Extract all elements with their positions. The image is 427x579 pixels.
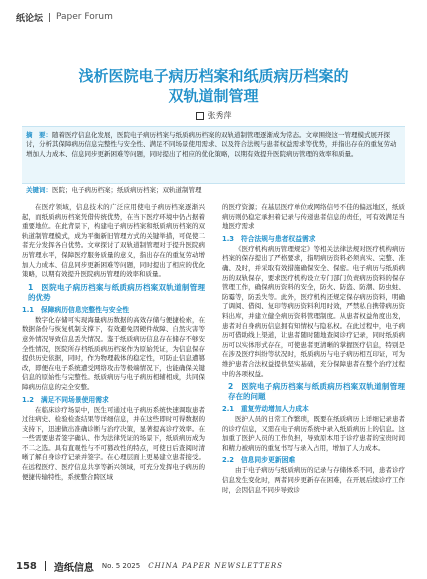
abstract-text: 随着医疗信息化发展，医院电子病历档案与纸质病历档案的双轨道制管理逐渐成为常态。文章围绕这一管理模式展开探讨，分析其保障病历信息完整性与安全性、满足不同场景使用需求、以及符合法规与患者权益需求等优势，并指出存在的重复劳动增加人力成本、信息同步更新困难等问题，同时提出了相应的优化策略，以期有效提升医院病历管理的效率和质量。 [26, 131, 397, 158]
abstract-box [22, 126, 405, 184]
section-1-3-paragraph: 《医疗机构病历管理规定》等相关法律法规对医疗机构病历档案的保存提出了严格要求，指明病历资料必须真实、完整、准确、及时，并采取有效措施确保安全、保密。电子病历与纸质病历的双轨保存，要求医疗机构设立专门部门负责病历资料的保存管理工作，确保病历资料的安全，防火、防盗、防潮、防虫蛀、防霉等，防丢失等。此外，医疗机构还规定保存病历资料，明确了调阅、借阅、复印等病历资料利用时效，严禁私自携带病历资料出库，并建立健全病历资料管理制度。从患者权益角度出发，患者对自身病历信息拥有知情权与隐私权。在此过程中，电子病历可借助线上渠道，让患者随时随地查阅诊疗记录，同时纸质病历可以实体形式存在，可使患者更清晰的掌握医疗信息，特别是在涉及医疗纠纷等状况时，纸质病历与电子病历相互印证，可为维护患者合法权益提供坚实基础，充分保障患者在整个治疗过程中的各项权益。 [222, 244, 405, 378]
left-column [22, 203, 205, 483]
keywords-text: 医院；电子病历档案；纸质病历档案；双轨道制管理 [52, 186, 202, 194]
continued-paragraph: 的医疗资源；在基层医疗单位或网络信号不佳的偏远地区，纸质病历则仍稳定承担着记录与传递患者信息的责任，可有效满足当地医疗需求 [222, 203, 405, 231]
title-line-1: 浅析医院电子病历档案和纸质病历档案的 [78, 67, 349, 85]
page-footer [16, 559, 411, 573]
article-title [0, 66, 427, 106]
section-1-1-paragraph: 数字化存储可实现海量病历数据的高效存储与便捷检索，在数据备份与恢复机制支撑下，有效避免因硬件故障、自然灾害等意外情况导致信息丢失情况。鉴于纸质病历信息存在储存不够安全性情况，医院所存档纸质病历档案作为原始凭证，为信息保存提供历史依据，同时，作为物理载体的稳定性，可防止信息遭篡改，即便在电子系统遭受网络攻击等极端情况下，也能确保关键信息的原始性与完整性。纸质病历与电子病历相辅相成，共同保障病历信息的完全安整。 [22, 315, 205, 391]
keywords-label: 关键词： [26, 186, 52, 194]
page-header [16, 8, 411, 26]
section-2-heading: 2 医院电子病历档案与纸质病历档案双轨道制管理存在的问题 [228, 382, 405, 402]
footer-divider [45, 561, 46, 571]
author-marker-icon [196, 112, 204, 120]
journal-logo: 造纸信息 [53, 562, 94, 574]
page-number: 158 [16, 560, 37, 572]
section-2-1-heading: 2.1 重复劳动增加人力成本 [222, 405, 309, 414]
section-2-1-paragraph: 医护人员的日常工作繁琐，既要在纸质病历上详细记录患者的诊疗信息，又需在电子病历系统中录入纸质病历上的信息。这加重了医护人员的工作负担，导致原本用于诊疗患者的宝贵时间和精力被病历的重复书写与录入占用，增加了人力成本。 [222, 415, 405, 452]
keywords [22, 185, 405, 197]
issue-number: No. 5 2025 [101, 562, 141, 570]
section-1-2-paragraph: 在临床诊疗场景中，医生可通过电子病历系统快速调取患者过往病史、检验检查结果等详细信息，并在这些即时可得数据的支持下，迅速做出准确诊断与治疗决策，显著提高诊疗效率。在一些需要患者签字确认、作为法律凭证的场景下，纸质病历成为不二之选。具有直观性与不可篡改性的特点，可使日后查阅时清晰了解自身诊疗记录并签字。在心理层面上更易建立患者接受。在远程医疗、医疗信息共享等新兴领域，可充分发挥电子病历的便捷传输特性，系统整合跨区域 [22, 405, 205, 481]
intro-paragraph: 在医疗领域，信息技术的广泛应用使电子病历档案逐渐兴起，而纸质病历档案凭借传统优势，在当下医疗环境中仍占据着重要地位。在此背景下，构建电子病历档案和纸质病历档案的双轨道制管理模式，成为平衡新旧管理方式的关键举措，可促使二者充分发挥各自优势。文章探讨了双轨道制管理对于提升医院病历管理水平，保障医疗服务质量的意义，指出存在的重复劳动增加人力成本、信息同步更新困难等问题，同时提出了相应的优化策略，以期有效提升医院病历管理的效率和质量。 [22, 203, 205, 279]
title-line-2: 双轨道制管理 [168, 87, 259, 105]
section-1-2-heading: 1.2 满足不同场景使用需求 [22, 395, 109, 404]
journal-english-name: CHINA PAPER NEWSLETTERS [148, 562, 283, 570]
author-name: 张秀萍 [207, 111, 232, 120]
column-subtitle: Paper Forum [56, 12, 113, 22]
header-divider [49, 13, 50, 22]
section-1-heading: 1 医院电子病历档案与纸质病历档案双轨道制管理的优势 [28, 282, 205, 302]
section-1-3-heading: 1.3 符合法规与患者权益需求 [222, 234, 316, 243]
section-2-2-paragraph: 由于电子病历与纸质病历的记录与存储体系不同，患者诊疗信息发生变化时，两者同步更新存在困难，在开展后续诊疗工作时，会因信息不同步导致诊 [222, 466, 405, 494]
section-1-1-heading: 1.1 保障病历信息完整性与安全性 [22, 305, 130, 314]
column-name: 纸论坛 [16, 13, 44, 24]
right-column [222, 203, 405, 496]
abstract-label: 摘 要： [26, 131, 52, 139]
section-2-2-heading: 2.2 信息同步更新困难 [222, 456, 296, 465]
author-line [0, 110, 427, 121]
